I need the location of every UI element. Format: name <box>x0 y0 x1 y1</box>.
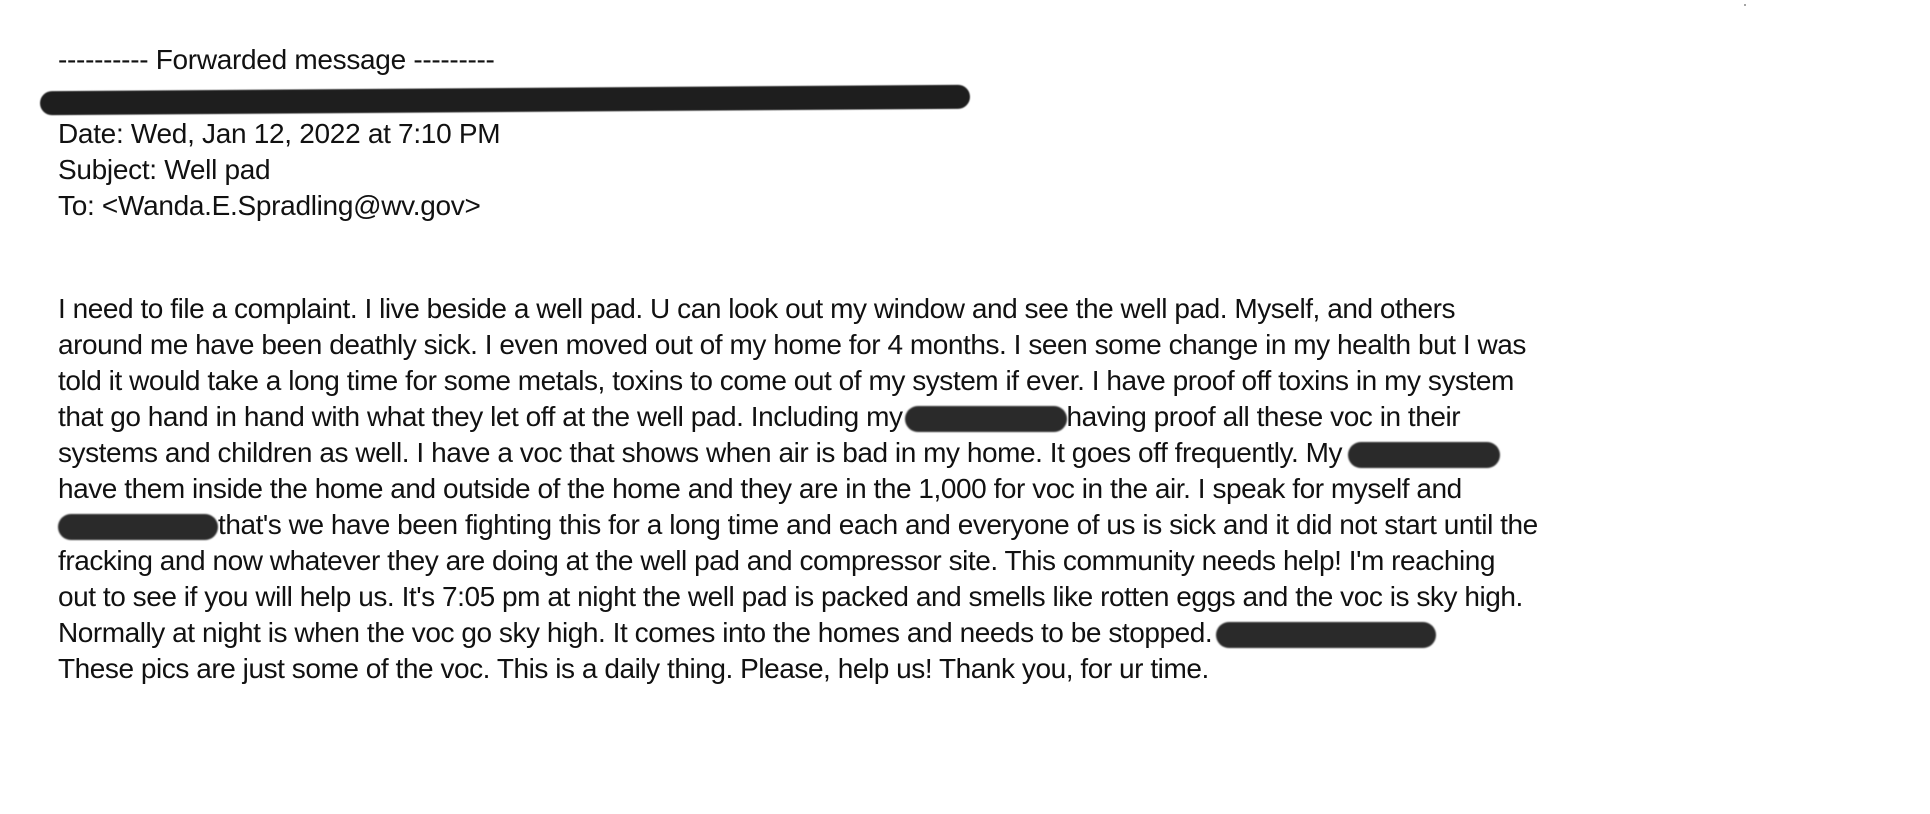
subject-line: Subject: Well pad <box>58 154 271 185</box>
redaction-mark <box>58 514 218 540</box>
scan-speck <box>1744 4 1746 6</box>
body-line-11: These pics are just some of the voc. This is a daily thing. Please, help us! Thank you, for ur time. <box>58 653 1209 684</box>
body-line-4-start: that go hand in hand with what they let off at the well pad. Including my <box>58 401 903 432</box>
body-line-5 <box>58 435 1838 471</box>
body-line-1: I need to file a complaint. I live beside a well pad. U can look out my window and see the well pad. Myself, and others <box>58 293 1456 324</box>
body-line-8: fracking and now whatever they are doing at the well pad and compressor site. This community needs help! I'm reaching <box>58 545 1495 576</box>
body-line-3: told it would take a long time for some metals, toxins to come out of my system if ever. I have proof off toxins in my system <box>58 365 1514 396</box>
body-line-6: have them inside the home and outside of the home and they are in the 1,000 for voc in the air. I speak for myself and <box>58 473 1462 504</box>
body-line-7-end: that's we have been fighting this for a long time and each and everyone of us is sick and it did not start until the <box>218 509 1538 540</box>
redacted-from-line <box>40 85 970 115</box>
to-line: To: <Wanda.E.Spradling@wv.gov> <box>58 190 481 221</box>
date-line: Date: Wed, Jan 12, 2022 at 7:10 PM <box>58 118 501 149</box>
body-line-10 <box>58 615 1838 651</box>
forwarded-message-label: ---------- Forwarded message --------- <box>58 44 495 75</box>
body-line-5-start: systems and children as well. I have a voc that shows when air is bad in my home. It goes off frequently. My <box>58 437 1343 468</box>
redaction-mark <box>905 406 1067 432</box>
body-line-4-end: having proof all these voc in their <box>1066 401 1461 432</box>
email-body <box>58 291 1838 687</box>
body-line-4 <box>58 399 1838 435</box>
body-line-10-start: Normally at night is when the voc go sky high. It comes into the homes and needs to be stopped. <box>58 617 1213 648</box>
body-line-9: out to see if you will help us. It's 7:05 pm at night the well pad is packed and smells like rotten eggs and the voc is sky high. <box>58 581 1523 612</box>
redaction-mark <box>1348 442 1500 468</box>
body-line-7 <box>58 507 1838 543</box>
redaction-mark <box>1216 622 1436 648</box>
body-line-2: around me have been deathly sick. I even moved out of my home for 4 months. I seen some change in my health but I was <box>58 329 1526 360</box>
